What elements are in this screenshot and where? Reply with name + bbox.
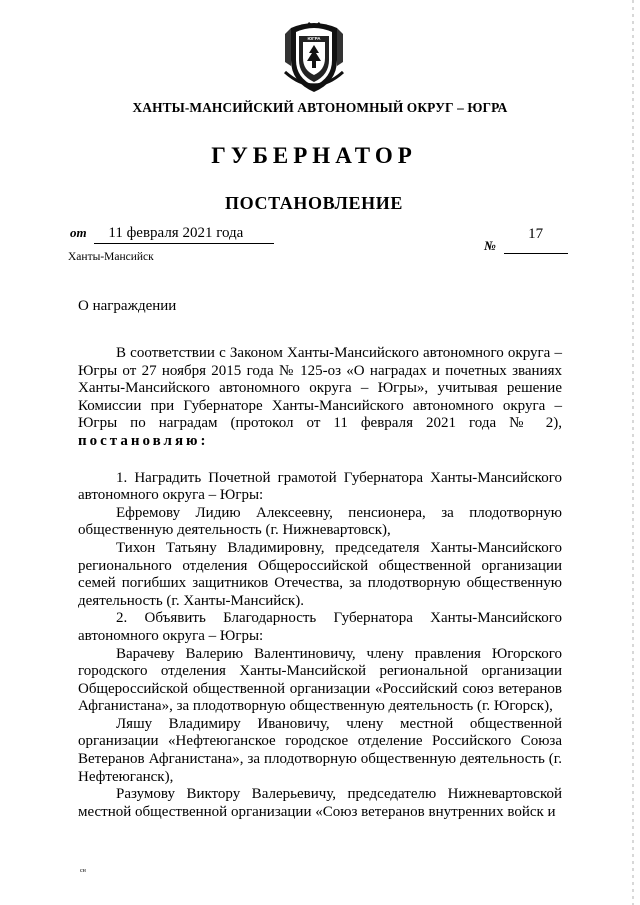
gratitude-recipient-2: Ляшу Владимиру Ивановичу, члену местной общественной организации «Нефтеюганское городское отделение Российского Союза Ветеранов Афганистана», за плодотворную общественную деятельность (г. Нефтеюганск),: [78, 715, 562, 785]
region-name: ХАНТЫ-МАНСИЙСКИЙ АВТОНОМНЫЙ ОКРУГ – ЮГРА: [132, 100, 508, 115]
gratitude-recipient-1: Варачеву Валерию Валентиновичу, члену правления Югорского городского отделения Ханты-Мансийской региональной организации Общероссийской общественной организации «Российский союз ветеранов Афганистана», за плодотворную общественную деятельность (г. Югорск),: [78, 645, 562, 715]
page-edge-scan-artifact: [632, 0, 634, 905]
gratitude-recipient-3: Разумову Виктору Валерьевичу, председателю Нижневартовской местной общественной организации «Союз ветеранов внутренних войск и: [78, 786, 562, 820]
document-date: 11 февраля 2021 года: [94, 225, 274, 244]
number-prefix: №: [484, 238, 496, 253]
footer-code: сн: [80, 868, 86, 874]
document-number-row: [484, 226, 568, 254]
document-topic: О награждении: [78, 298, 177, 314]
award-recipient-2: Тихон Татьяну Владимировну, председателя Ханты-Мансийского регионального отделения Общероссийской общественной организации семей погибших защитников Отечества, за плодотворную общественную деятельность (г. Ханты-Мансийск).: [78, 539, 562, 609]
page-title: ГУБЕРНАТОР: [211, 143, 417, 168]
coat-of-arms-emblem-icon: [283, 22, 345, 94]
item1-title: 1. Наградить Почетной грамотой Губернатора Ханты-Мансийского автономного округа – Югры:: [78, 469, 562, 504]
document-place: Ханты-Мансийск: [68, 251, 154, 263]
document-type: ПОСТАНОВЛЕНИЕ: [225, 193, 403, 213]
document-date-row: [70, 225, 274, 244]
award-recipient-1: Ефремову Лидию Алексеевну, пенсионера, за плодотворную общественную деятельность (г. Нижневартовск),: [78, 504, 562, 539]
document-number: 17: [504, 226, 568, 254]
intro-paragraph: [78, 345, 562, 451]
document-body: [78, 345, 562, 821]
decree-word: постановляю:: [78, 432, 209, 449]
date-prefix: от: [70, 225, 87, 240]
intro-text: В соответствии с Законом Ханты-Мансийского автономного округа – Югры от 27 ноября 2015 года № 125-оз «О наградах и почетных званиях Ханты-Мансийского автономного округа – Югры», учитывая решение Комиссии при Губернаторе Ханты-Мансийского автономного округа – Югры по наградам (протокол от 11 февраля 2021 года № 2),: [78, 345, 562, 432]
emblem-lettering: ЮГРА: [307, 36, 321, 41]
item2-title: 2. Объявить Благодарность Губернатора Ханты-Мансийского автономного округа – Югры:: [78, 610, 562, 644]
